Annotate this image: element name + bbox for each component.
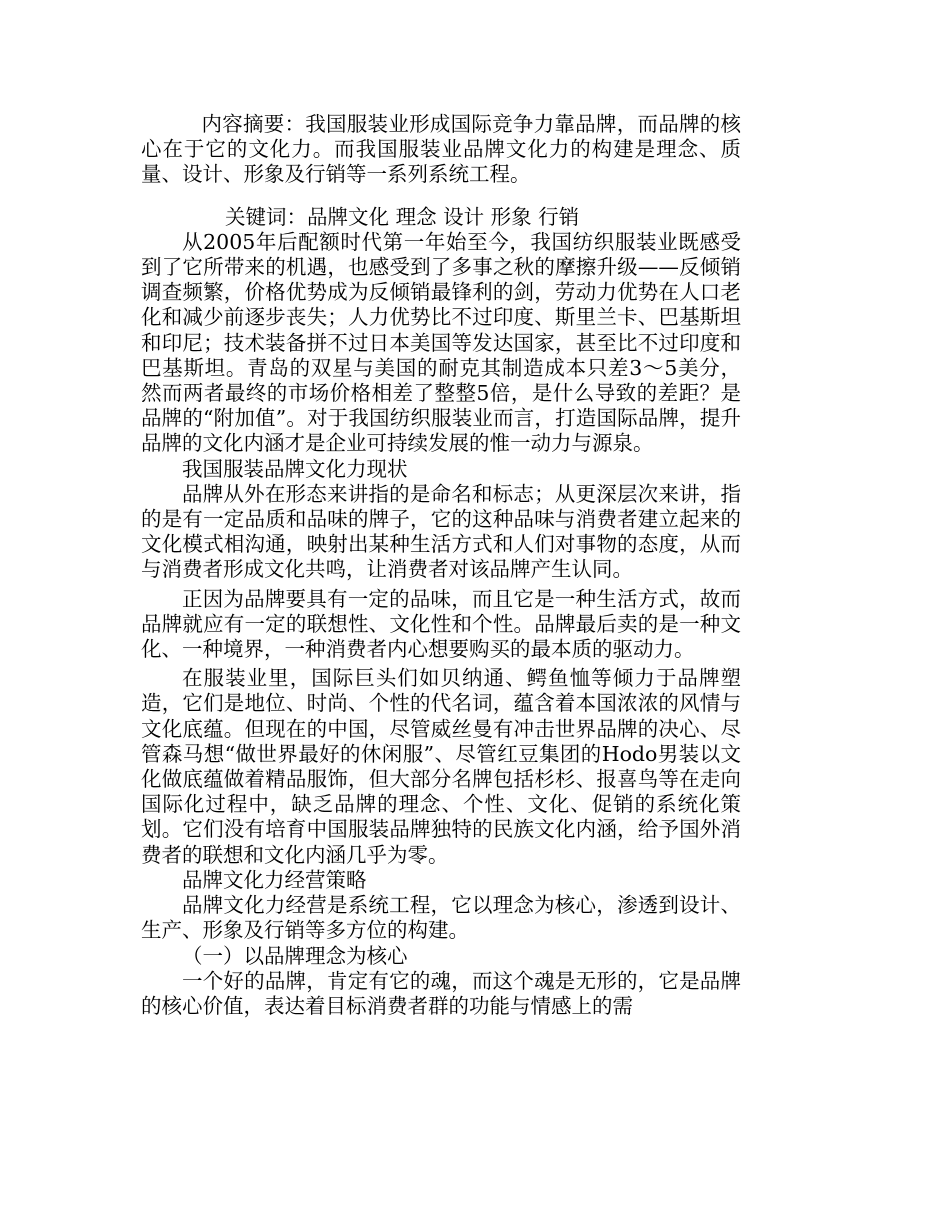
body-paragraph: 从2005年后配额时代第一年始至今，我国纺织服装业既感受到了它所带来的机遇，也感受到了多事之秋的摩擦升级——反倾销调查频繁，价格优势成为反倾销最锋利的剑，劳动力优势在人口老化和减少前逐步丧失；人力优势比不过印度、斯里兰卡、巴基斯坦和印尼；技术装备拼不过日本美国等发达国家，甚至比不过印度和巴基斯坦。青岛的双星与美国的耐克其制造成本只差3～5美分，然而两者最终的市场价格相差了整整5倍，是什么导致的差距？是品牌的“附加值”。对于我国纺织服装业而言，打造国际品牌，提升品牌的文化内涵才是企业可持续发展的惟一动力与源泉。 [141, 229, 741, 456]
section-heading: 品牌文化力经营策略 [182, 867, 367, 892]
body-paragraph: 品牌文化力经营是系统工程，它以理念为核心，渗透到设计、生产、形象及行销等多方位的构建。 [141, 893, 741, 943]
section-heading: 我国服装品牌文化力现状 [182, 456, 408, 481]
body-paragraph: 品牌从外在形态来讲指的是命名和标志；从更深层次来讲，指的是有一定品质和品味的牌子，它的这种品味与消费者建立起来的文化模式相沟通，映射出某种生活方式和人们对事物的态度，从而与消费者形成文化共鸣，让消费者对该品牌产生认同。 [141, 481, 741, 582]
body-paragraph: 在服装业里，国际巨头们如贝纳通、鳄鱼恤等倾力于品牌塑造，它们是地位、时尚、个性的代名词，蕴含着本国浓浓的风情与文化底蕴。但现在的中国，尽管威丝曼有冲击世界品牌的决心、尽管森马想“做世界最好的休闲服”、尽管红豆集团的Hodo男装以文化做底蕴做着精品服饰，但大部分名牌包括杉杉、报喜鸟等在走向国际化过程中，缺乏品牌的理念、个性、文化、促销的系统化策划。它们没有培育中国服装品牌独特的民族文化内涵，给予国外消费者的联想和文化内涵几乎为零。 [141, 666, 741, 867]
body-paragraph: 正因为品牌要具有一定的品味，而且它是一种生活方式，故而品牌就应有一定的联想性、文化性和个性。品牌最后卖的是一种文化、一种境界，一种消费者内心想要购买的最本质的驱动力。 [141, 586, 741, 662]
abstract-paragraph: 内容摘要：我国服装业形成国际竞争力靠品牌，而品牌的核心在于它的文化力。而我国服装业品牌文化力的构建是理念、质量、设计、形象及行销等一系列系统工程。 [141, 112, 741, 187]
subsection-heading: （一）以品牌理念为核心 [182, 943, 408, 968]
document-body [141, 112, 741, 1019]
body-paragraph: 一个好的品牌，肯定有它的魂，而这个魂是无形的，它是品牌的核心价值，表达着目标消费者群的功能与情感上的需 [141, 968, 741, 1018]
keywords-line: 关键词：品牌文化 理念 设计 形象 行销 [225, 204, 580, 229]
